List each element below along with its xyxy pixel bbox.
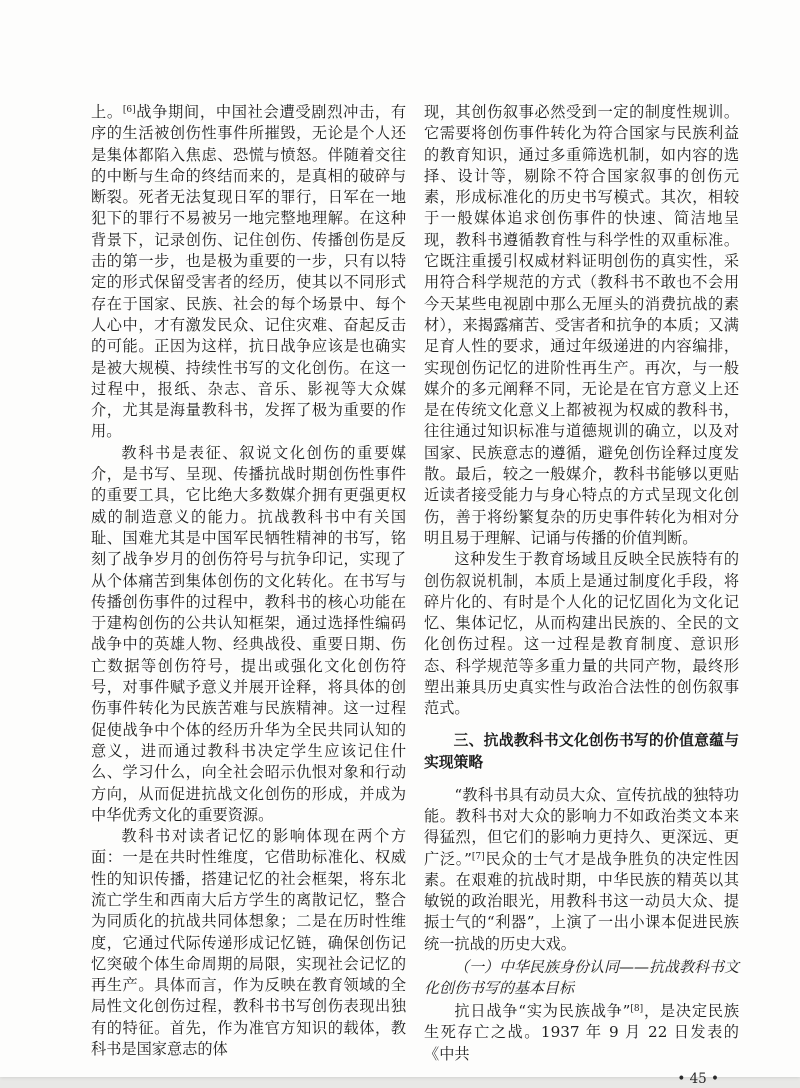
paragraph-mobilization-quote bbox=[424, 785, 739, 955]
paragraph-text: “教科书具有动员大众、宣传抗战的独特功能。教科书对大众的影响力不如政治类文本来得猛烈，但它们的影响力更持久、更深远、更广泛。” bbox=[424, 785, 739, 868]
paragraph-war-trauma-continuation bbox=[91, 102, 406, 443]
page-number-text: • 45 • bbox=[677, 1070, 719, 1087]
footnote-ref-8: [8] bbox=[630, 1003, 644, 1014]
left-column bbox=[91, 102, 406, 1088]
paragraph-text: 民众的士气才是战争胜负的决定性因素。在艰难的抗战时期，中华民族的精英以其敏锐的政治眼光，用教科书这一动员大众、提振士气的“利器”，上演了一出小课本促进民族统一抗战的历史大戏。 bbox=[424, 849, 740, 953]
page-content bbox=[91, 102, 739, 1088]
paragraph-national-war bbox=[424, 1001, 739, 1065]
paragraph-institutional-discipline: 现，其创伤叙事必然受到一定的制度性规训。它需要将创伤事件转化为符合国家与民族利益的教育知识，通过多重筛选机制，如内容的选择、设计等，剔除不符合国家叙事的创伤元素，形成标准化的历史书写模式。其次，相较于一般媒体追求创伤事件的快速、简洁地呈现，教科书遵循教育性与科学性的双重标准。它既注重援引权威材料证明创伤的真实性，采用符合科学规范的方式（教科书不敢也不会用今天某些电视剧中那么无厘头的消费抗战的素材），来揭露痛苦、受害者和抗争的本质；又满足育人性的要求，通过年级递进的内容编排，实现创伤记忆的进阶性再生产。再次，与一般媒介的多元阐释不同，无论是在官方意义上还是在传统文化意义上都被视为权威的教科书，往往通过知识标准与道德规训的确立，以及对国家、民族意志的遵循，避免创伤诠释过度发散。最后，较之一般媒介，教科书能够以更贴近读者接受能力与身心特点的方式呈现文化创伤，善于将纷繁复杂的历史事件转化为相对分明且易于理解、记诵与传播的价值判断。 bbox=[424, 103, 739, 547]
paragraph-trauma-narration-mechanism: 这种发生于教育场域且反映全民族特有的创伤叙说机制，本质上是通过制度化手段，将碎片化的、有时是个人化的记忆固化为文化记忆、集体记忆，从而构建出民族的、全民的文化创伤过程。这一过程是教育制度、意识形态、科学规范等多重力量的共同产物，最终形塑出兼具历史真实性与政治合法性的创伤叙事范式。 bbox=[424, 550, 739, 718]
footnote-ref-6: [6] bbox=[122, 105, 136, 115]
right-column bbox=[424, 102, 739, 1088]
paragraph-text: 抗日战争“实为民族战争” bbox=[454, 1001, 631, 1020]
paragraph-text: 战争期间，中国社会遭受剧烈冲击，有序的生活被创伤性事件所摧毁，无论是个人还是集体都陷入焦虑、恐慌与愤怒。伴随着交往的中断与生命的终结而来的，是真相的破碎与断裂。死者无法复现日军的罪行，日军在一地犯下的罪行不易被另一地完整地理解。在这种背景下，记录创伤、记住创伤、传播创伤是反击的第一步，也是极为重要的一步，只有以特定的形式保留受害者的经历，使其以不同形式存在于国家、民族、社会的每个场景中、每个人心中，才有激发民众、记住灾难、奋起反击的可能。正因为这样，抗日战争应该是也确实是被大规模、持续性书写的文化创伤。在这一过程中，报纸、杂志、音乐、影视等大众媒介，尤其是海量教科书，发挥了极为重要的作用。 bbox=[91, 103, 407, 441]
paragraph-textbook-as-medium: 教科书是表征、叙说文化创伤的重要媒介，是书写、呈现、传播抗战时期创伤性事件的重要工具，它比绝大多数媒介拥有更强更权威的制造意义的能力。抗战教科书中有关国耻、国难尤其是中国军民牺牲精神的书写，铭刻了战争岁月的创伤符号与抗争印记，实现了从个体痛苦到集体创伤的文化转化。在书写与传播创伤事件的过程中，教科书的核心功能在于建构创伤的公共认知框架，通过选择性编码战争中的英雄人物、经典战役、重要日期、伤亡数据等创伤符号，提出或强化文化创伤符号，对事件赋予意义并展开诠释，将具体的创伤事件转化为民族苦难与民族精神。这一过程促使战争中个体的经历升华为全民共同认知的意义，进而通过教科书决定学生应该记住什么、学习什么，向全社会昭示仇恨对象和行动方向，从而促进抗战文化创伤的形成，并成为中华优秀文化的重要资源。 bbox=[91, 443, 406, 824]
footnote-ref-7: [7] bbox=[471, 851, 485, 862]
page-number bbox=[424, 1070, 739, 1088]
subsection-heading: （一）中华民族身份认同——抗战教科书文化创伤书写的基本目标 bbox=[424, 957, 740, 998]
section-heading: 三、抗战教科书文化创伤书写的价值意蕴与实现策略 bbox=[424, 731, 739, 771]
paragraph-text: ，是决定民族生死存亡之战。1937 年 9 月 22 日发表的《中共 bbox=[424, 1001, 740, 1063]
paragraph-text: 上。 bbox=[91, 103, 123, 121]
paragraph-memory-influence: 教科书对读者记忆的影响体现在两个方面：一是在共时性维度，它借助标准化、权威性的知识传播，搭建记忆的社会框架，将东北流亡学生和西南大后方学生的离散记忆，整合为同质化的抗战共同体想象；二是在历时性维度，它通过代际传递形成记忆链，确保创伤记忆突破个体生命周期的局限，实现社会记忆的再生产。具体而言，作为反映在教育领域的全局性文化创伤过程，教科书书写创伤表现出独有的特征。首先，作为准官方知识的载体，教科书是国家意志的体 bbox=[91, 827, 406, 1059]
